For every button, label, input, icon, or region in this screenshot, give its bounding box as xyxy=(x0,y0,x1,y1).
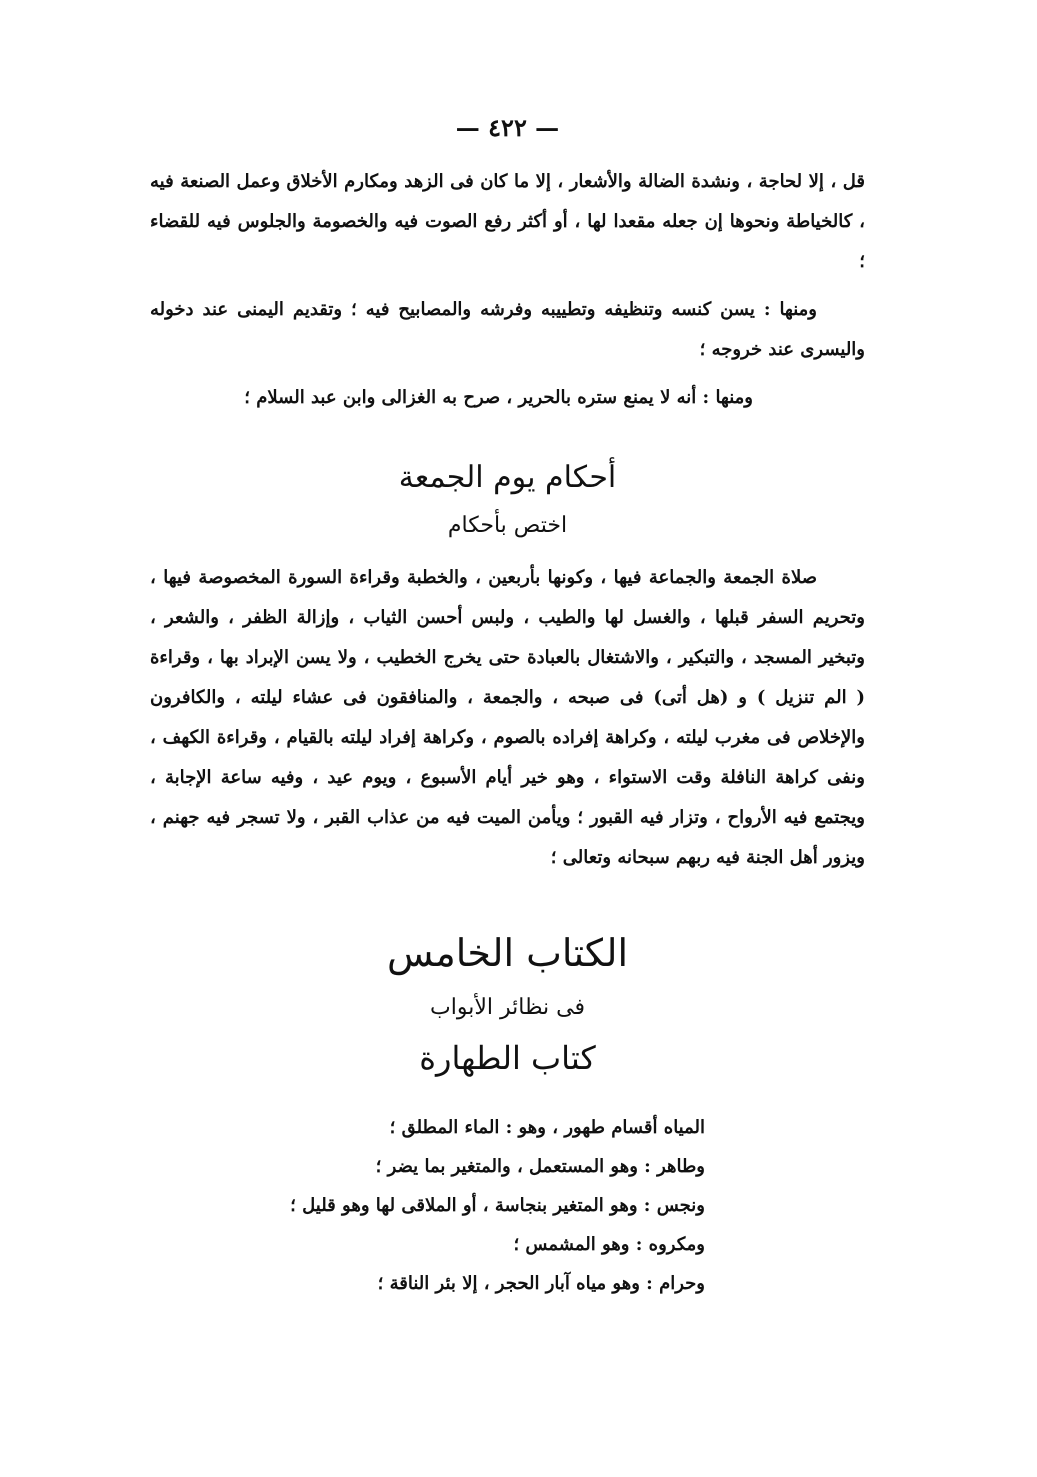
list-item: ونجس : وهو المتغير بنجاسة ، أو الملاقى لها وهو قليل ؛ xyxy=(290,1195,705,1216)
list-item: ومكروه : وهو المشمس ؛ xyxy=(513,1234,705,1255)
list-item: المياه أقسام طهور ، وهو : الماء المطلق ؛ xyxy=(389,1117,705,1138)
section-title-friday: أحكام يوم الجمعة xyxy=(398,460,617,495)
section-subtitle-friday: اختص بأحكام xyxy=(447,513,568,538)
book-page xyxy=(150,108,865,1428)
paragraph-mosque-etiquette: قل ، إلا لحاجة ، ونشدة الضالة والأشعار ، إلا ما كان فى الزهد ومكارم الأخلاق وعمل الصنعة فيه ، كالخياطة ونحوها إن جعله مقعدا لها ، أو أكثر رفع الصوت فيه والخصومة والجلوس فيه للقضاء ؛ xyxy=(150,171,865,272)
book-title: الكتاب الخامس xyxy=(386,931,629,975)
paragraph-mosque-cleaning: ومنها : يسن كنسه وتنظيفه وتطييبه وفرشه والمصابيح فيه ؛ وتقديم اليمنى عند دخوله واليسرى عند خروجه ؛ xyxy=(150,299,865,360)
water-types-list xyxy=(150,1108,865,1303)
chapter-title-purification: كتاب الطهارة xyxy=(419,1039,596,1077)
list-item: وحرام : وهو مياه آبار الحجر ، إلا بئر الناقة ؛ xyxy=(377,1273,705,1294)
paragraph-silk-cover: ومنها : أنه لا يمنع ستره بالحرير ، صرح به الغزالى وابن عبد السلام ؛ xyxy=(244,387,753,408)
book-subtitle: فى نظائر الأبواب xyxy=(430,995,585,1020)
page-number: — ٤٢٢ — xyxy=(455,113,560,142)
list-item: وطاهر : وهو المستعمل ، والمتغير بما يضر ؛ xyxy=(375,1156,705,1177)
paragraph-friday-rulings: صلاة الجمعة والجماعة فيها ، وكونها بأربعين ، والخطبة وقراءة السورة المخصوصة فيها ، وتحريم السفر قبلها ، والغسل لها والطيب ، ولبس أحسن الثياب ، وإزالة الظفر ، والشعر ، وتبخير المسجد ، والتبكير ، والاشتغال بالعبادة حتى يخرج الخطيب ، ولا يسن الإبراد بها ، وقراءة ( الم تنزيل ) و (هل أتى) فى صبحه ، والجمعة ، والمنافقون فى عشاء ليلته ، والكافرون والإخلاص فى مغرب ليلته ، وكراهة إفراده بالصوم ، وكراهة إفراد ليلته بالقيام ، وقراءة الكهف ، ونفى كراهة النافلة وقت الاستواء ، وهو خير أيام الأسبوع ، ويوم عيد ، وفيه ساعة الإجابة ، ويجتمع فيه الأرواح ، وتزار فيه القبور ؛ ويأمن الميت فيه من عذاب القبر ، ولا تسجر فيه جهنم ، ويزور أهل الجنة فيه ربهم سبحانه وتعالى ؛ xyxy=(150,567,865,868)
